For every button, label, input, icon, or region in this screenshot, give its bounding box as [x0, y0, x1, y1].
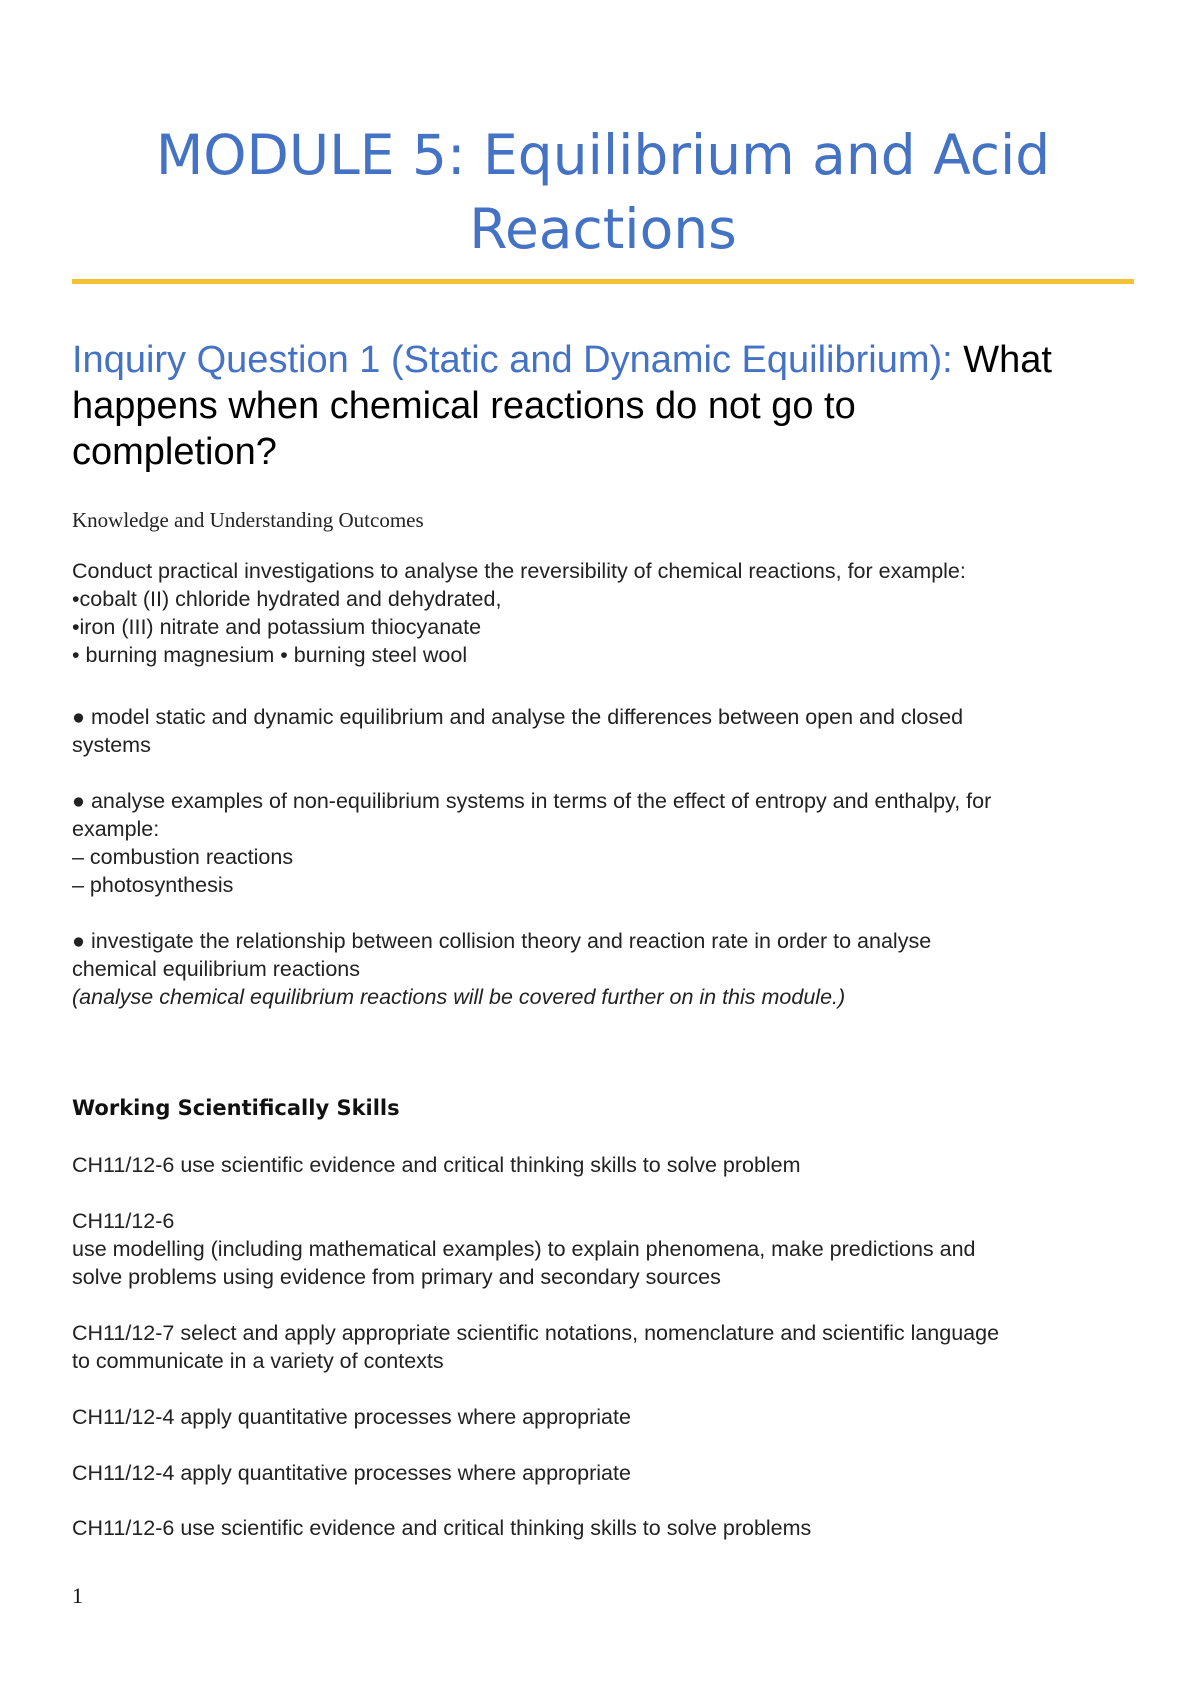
analyse-line: example: [72, 817, 160, 841]
skill-line: CH11/12-6 [72, 1209, 175, 1233]
skill-line: solve problems using evidence from primary and secondary sources [72, 1265, 721, 1289]
working-skills-heading: Working Scientifically Skills [72, 1096, 400, 1120]
analyse-line: – photosynthesis [72, 873, 234, 897]
investigate-outcome [72, 927, 1147, 1011]
model-outcome [72, 703, 1147, 759]
skill-line: to communicate in a variety of contexts [72, 1349, 444, 1373]
module-title-line-2: Reactions [469, 197, 737, 261]
model-line: ● model static and dynamic equilibrium and analyse the differences between open and closed [72, 705, 964, 729]
practical-line: Conduct practical investigations to analyse the reversibility of chemical reactions, for example: [72, 559, 966, 583]
skill-item [72, 1403, 1147, 1431]
analyse-outcome [72, 787, 1147, 899]
inquiry-label: Inquiry Question 1 (Static and Dynamic Equilibrium): [72, 339, 953, 381]
practical-line: • burning magnesium • burning steel wool [72, 643, 468, 667]
coverage-note: (analyse chemical equilibrium reactions will be covered further on in this module.) [72, 985, 846, 1009]
inquiry-question-line-2: happens when chemical reactions do not go to [72, 385, 856, 427]
module-title-line-1: MODULE 5: Equilibrium and Acid [155, 123, 1051, 187]
title-divider [72, 279, 1134, 284]
analyse-line: ● analyse examples of non-equilibrium systems in terms of the effect of entropy and enthalpy, for [72, 789, 992, 813]
skill-line: use modelling (including mathematical examples) to explain phenomena, make predictions and [72, 1237, 976, 1261]
model-line: systems [72, 733, 151, 757]
skill-item [72, 1319, 1147, 1375]
skill-line: CH11/12-4 apply quantitative processes where appropriate [72, 1405, 631, 1429]
inquiry-question-line-3: completion? [72, 431, 277, 473]
skill-line: CH11/12-6 use scientific evidence and critical thinking skills to solve problem [72, 1153, 801, 1177]
practical-line: •cobalt (II) chloride hydrated and dehydrated, [72, 587, 502, 611]
skill-item [72, 1514, 1147, 1542]
analyse-line: – combustion reactions [72, 845, 294, 869]
module-title [72, 118, 1134, 266]
inquiry-question [72, 337, 1142, 475]
page-number: 1 [72, 1583, 83, 1608]
skill-line: CH11/12-6 use scientific evidence and critical thinking skills to solve problems [72, 1516, 812, 1540]
investigate-line: chemical equilibrium reactions [72, 957, 360, 981]
practical-investigations [72, 557, 1147, 669]
skill-line: CH11/12-4 apply quantitative processes where appropriate [72, 1461, 631, 1485]
skill-item [72, 1151, 1147, 1179]
investigate-line: ● investigate the relationship between collision theory and reaction rate in order to analyse [72, 929, 932, 953]
inquiry-question-line-1: What [952, 339, 1052, 381]
skill-item [72, 1459, 1147, 1487]
practical-line: •iron (III) nitrate and potassium thiocyanate [72, 615, 482, 639]
knowledge-heading: Knowledge and Understanding Outcomes [72, 508, 424, 532]
skill-item [72, 1207, 1147, 1291]
skill-line: CH11/12-7 select and apply appropriate scientific notations, nomenclature and scientific language [72, 1321, 1000, 1345]
